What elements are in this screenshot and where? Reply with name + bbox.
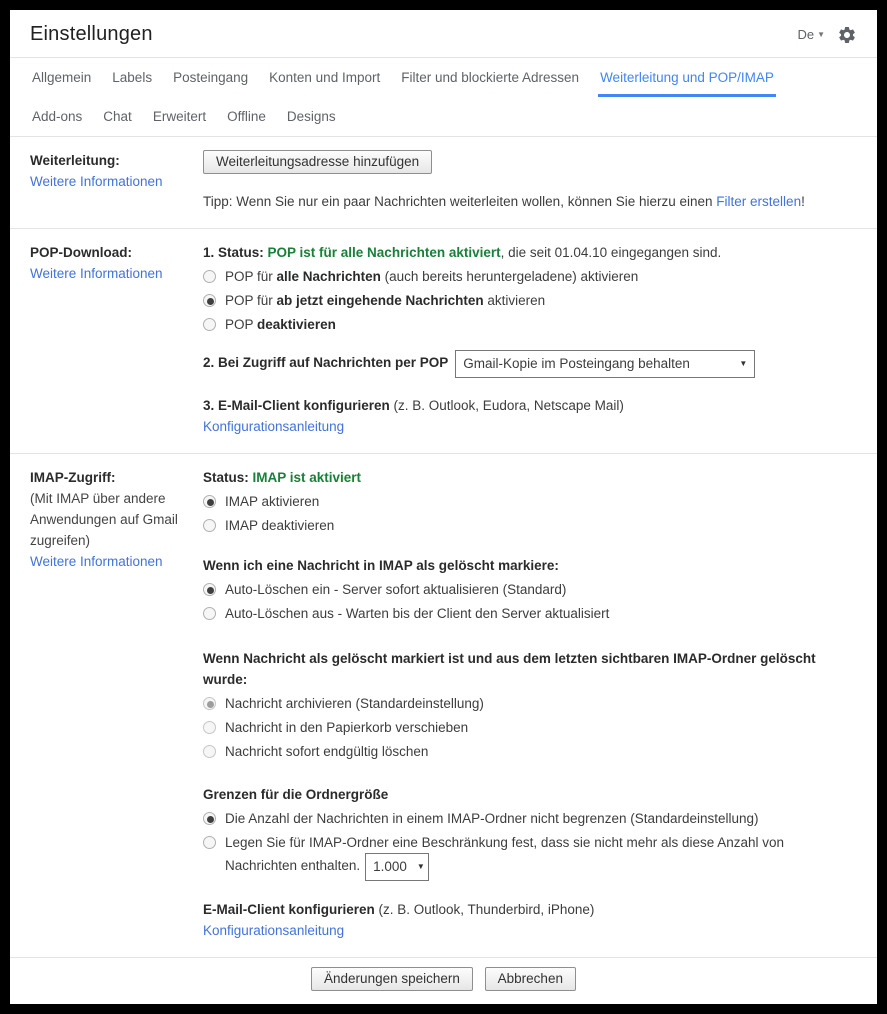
radio-autoexpunge-on[interactable] [203,583,216,596]
select-arrow-icon: ▼ [739,359,748,368]
forwarding-label: Weiterleitung: [30,153,120,168]
imap-deleted-heading: Wenn ich eine Nachricht in IMAP als gelöscht markiere: [203,558,559,573]
cancel-button[interactable]: Abbrechen [485,967,576,991]
tab-konten-und-import[interactable]: Konten und Import [269,70,381,85]
imap-access-label: IMAP-Zugriff: [30,470,116,485]
radio-autoexpunge-off[interactable] [203,607,216,620]
imap-option-move-to-trash: Nachricht in den Papierkorb verschieben [203,717,857,738]
radio-pop-disable[interactable] [203,318,216,331]
imap-folder-size-heading: Grenzen für die Ordnergröße [203,787,389,802]
folder-limit-select[interactable]: 1.000 ▼ [365,853,429,881]
imap-option-disable[interactable]: IMAP deaktivieren [203,515,857,536]
forwarding-more-info-link[interactable]: Weitere Informationen [30,174,163,189]
pop-action-select[interactable]: Gmail-Kopie im Posteingang behalten ▼ [455,350,755,378]
tab-designs[interactable]: Designs [286,109,336,124]
settings-panel [10,10,877,1004]
tab-weiterleitung-und-pop-imap[interactable]: Weiterleitung und POP/IMAP [598,58,776,97]
add-forwarding-address-button[interactable]: Weiterleitungsadresse hinzufügen [203,150,432,174]
radio-imap-disable[interactable] [203,519,216,532]
radio-folder-no-limit[interactable] [203,812,216,825]
settings-gear-icon[interactable] [837,25,857,45]
pop-status-line: 1. Status: POP ist für alle Nachrichten aktiviert, die seit 01.04.10 eingegangen sind. [203,245,722,260]
imap-status-line: Status: IMAP ist aktiviert [203,470,362,485]
imap-client-line: E-Mail-Client konfigurieren (z. B. Outlook, Thunderbird, iPhone) [203,902,595,917]
pop-download-section [10,229,877,454]
imap-option-no-limit[interactable]: Die Anzahl der Nachrichten in einem IMAP-Ordner nicht begrenzen (Standardeinstellung) [203,808,857,829]
imap-option-enable[interactable]: IMAP aktivieren [203,491,857,512]
create-filter-link[interactable]: Filter erstellen [716,194,802,209]
pop-configuration-link[interactable]: Konfigurationsanleitung [203,419,345,434]
imap-configuration-link[interactable]: Konfigurationsanleitung [203,923,345,938]
radio-expunge-delete [203,745,216,758]
radio-expunge-archive [203,697,216,710]
language-label: De [797,27,815,42]
imap-option-delete-forever: Nachricht sofort endgültig löschen [203,741,857,762]
imap-expunge-heading: Wenn Nachricht als gelöscht markiert ist und aus dem letzten sichtbaren IMAP-Ordner gelöscht wurde: [203,651,816,687]
select-arrow-icon: ▼ [416,862,425,871]
imap-option-archive: Nachricht archivieren (Standardeinstellung) [203,693,857,714]
tab-filter-und-blockierte-adressen[interactable]: Filter und blockierte Adressen [401,70,580,85]
radio-folder-limit[interactable] [203,836,216,849]
radio-expunge-trash [203,721,216,734]
radio-pop-from-now[interactable] [203,294,216,307]
tab-chat[interactable]: Chat [103,109,132,124]
header [10,10,877,58]
forwarding-section [10,137,877,229]
pop-more-info-link[interactable]: Weitere Informationen [30,266,163,281]
page-title: Einstellungen [30,23,153,45]
tab-erweitert[interactable]: Erweitert [152,109,207,124]
tab-add-ons[interactable]: Add-ons [32,109,83,124]
tab-offline[interactable]: Offline [227,109,266,124]
pop-option-mail-from-now[interactable]: POP für ab jetzt eingehende Nachrichten aktivieren [203,290,857,311]
radio-pop-all-mail[interactable] [203,270,216,283]
tab-posteingang[interactable]: Posteingang [173,70,249,85]
imap-status-value: IMAP ist aktiviert [252,470,362,485]
pop-download-label: POP-Download: [30,245,132,260]
imap-more-info-link[interactable]: Weitere Informationen [30,554,163,569]
imap-option-autoexpunge-off[interactable]: Auto-Löschen aus - Warten bis der Client den Server aktualisiert [203,603,857,624]
forwarding-tip: Tipp: Wenn Sie nur ein paar Nachrichten weiterleiten wollen, können Sie hierzu einen Filter erstellen! [203,194,805,209]
radio-imap-enable[interactable] [203,495,216,508]
imap-access-section [10,454,877,958]
save-changes-button[interactable]: Änderungen speichern [311,967,473,991]
pop-option-all-mail[interactable]: POP für alle Nachrichten (auch bereits heruntergeladene) aktivieren [203,266,857,287]
chevron-down-icon: ▼ [817,30,825,39]
imap-option-limit[interactable]: Legen Sie für IMAP-Ordner eine Beschränkung fest, dass sie nicht mehr als diese Anzahl von Nachrichten enthalten. 1.000 ▼ [203,832,857,881]
tab-allgemein[interactable]: Allgemein [32,70,92,85]
pop-step2-line: 2. Bei Zugriff auf Nachrichten per POP Gmail-Kopie im Posteingang behalten ▼ [203,350,857,378]
pop-option-disable[interactable]: POP deaktivieren [203,314,857,335]
footer-actions [10,958,877,1004]
imap-option-autoexpunge-on[interactable]: Auto-Löschen ein - Server sofort aktualisieren (Standard) [203,579,857,600]
settings-tabs [10,58,877,137]
pop-step3-line: 3. E-Mail-Client konfigurieren (z. B. Outlook, Eudora, Netscape Mail) [203,398,624,413]
language-selector[interactable] [797,27,825,42]
imap-access-sublabel: (Mit IMAP über andere Anwendungen auf Gmail zugreifen) [30,491,178,548]
tab-labels[interactable]: Labels [112,70,153,85]
pop-status-value: POP ist für alle Nachrichten aktiviert [267,245,501,260]
